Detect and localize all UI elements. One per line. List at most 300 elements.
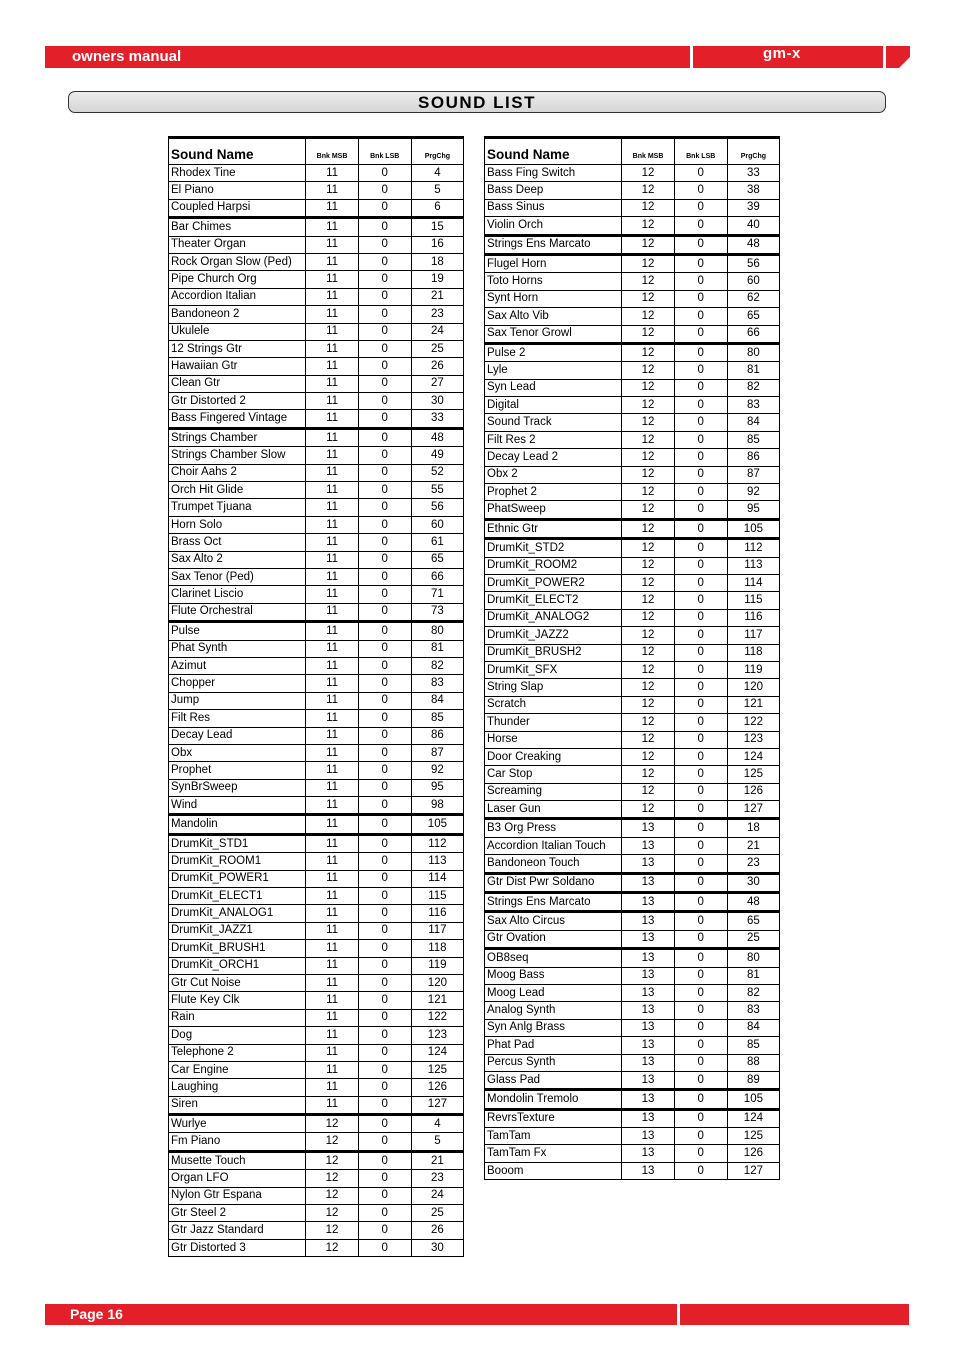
bank-lsb-cell: 0: [358, 199, 411, 217]
table-row: [485, 837, 780, 854]
program-change-cell: 56: [727, 254, 779, 272]
bank-msb-cell: 12: [622, 696, 674, 713]
program-change-cell: 26: [411, 1222, 463, 1239]
bank-msb-cell: 11: [306, 218, 358, 236]
bank-lsb-cell: 0: [674, 1145, 727, 1162]
bank-msb-cell: 12: [622, 273, 674, 290]
sound-name-cell: Phat Synth: [169, 640, 306, 657]
program-change-cell: 112: [727, 539, 779, 557]
bank-msb-cell: 13: [622, 1019, 674, 1036]
sound-name-cell: Nylon Gtr Espana: [169, 1187, 306, 1204]
sound-name-cell: TamTam: [485, 1128, 622, 1145]
bank-msb-cell: 11: [306, 815, 358, 834]
bank-msb-cell: 13: [622, 1037, 674, 1054]
sound-name-cell: Trumpet Tjuana: [169, 499, 306, 516]
bank-msb-cell: 11: [306, 447, 358, 464]
program-change-cell: 52: [411, 464, 463, 481]
table-row: [485, 519, 780, 538]
table-row: [169, 551, 464, 568]
header-corner-tab: [886, 46, 910, 68]
bank-msb-cell: 12: [622, 557, 674, 574]
bank-lsb-cell: 0: [358, 744, 411, 761]
col-header-bank-msb: Bnk MSB: [622, 138, 674, 165]
bank-msb-cell: 11: [306, 1096, 358, 1114]
bank-msb-cell: 13: [622, 949, 674, 967]
program-change-cell: 124: [727, 1109, 779, 1127]
bank-lsb-cell: 0: [674, 1002, 727, 1019]
table-row: [485, 397, 780, 414]
sound-name-cell: Fm Piano: [169, 1133, 306, 1151]
bank-lsb-cell: 0: [674, 362, 727, 379]
sound-name-cell: Obx 2: [485, 466, 622, 483]
table-row: [169, 482, 464, 499]
program-change-cell: 87: [411, 744, 463, 761]
bank-msb-cell: 11: [306, 534, 358, 551]
program-change-cell: 122: [411, 1009, 463, 1026]
table-row: [169, 464, 464, 481]
table-row: [169, 1205, 464, 1222]
manual-title: owners manual: [72, 48, 182, 65]
section-title-bar: [68, 91, 886, 113]
bank-lsb-cell: 0: [674, 519, 727, 538]
bank-lsb-cell: 0: [358, 1115, 411, 1133]
sound-name-cell: Coupled Harpsi: [169, 199, 306, 217]
bank-lsb-cell: 0: [358, 516, 411, 533]
table-row: [169, 779, 464, 796]
sound-name-cell: Rain: [169, 1009, 306, 1026]
program-change-cell: 4: [411, 165, 463, 182]
bank-lsb-cell: 0: [674, 397, 727, 414]
program-change-cell: 115: [411, 888, 463, 905]
program-change-cell: 15: [411, 218, 463, 236]
sound-name-cell: Moog Bass: [485, 967, 622, 984]
bank-lsb-cell: 0: [674, 696, 727, 713]
program-change-cell: 86: [727, 449, 779, 466]
table-row: [485, 484, 780, 501]
bank-lsb-cell: 0: [674, 855, 727, 873]
program-change-cell: 80: [727, 949, 779, 967]
bank-lsb-cell: 0: [674, 414, 727, 431]
sound-name-cell: Bar Chimes: [169, 218, 306, 236]
table-row: [485, 731, 780, 748]
table-row: [485, 1019, 780, 1036]
sound-name-cell: Strings Ens Marcato: [485, 893, 622, 912]
sound-name-cell: Siren: [169, 1096, 306, 1114]
bank-msb-cell: 11: [306, 870, 358, 887]
table-row: [169, 375, 464, 392]
bank-lsb-cell: 0: [674, 1037, 727, 1054]
table-row: [169, 1170, 464, 1187]
table-row: [169, 288, 464, 305]
sound-name-cell: OB8seq: [485, 949, 622, 967]
table-header-row: [485, 138, 780, 165]
table-row: [169, 905, 464, 922]
table-header-row: [169, 138, 464, 165]
table-row: [485, 574, 780, 591]
bank-msb-cell: 11: [306, 551, 358, 568]
table-row: [485, 1109, 780, 1127]
sound-name-cell: Clarinet Liscio: [169, 586, 306, 603]
sound-name-cell: Glass Pad: [485, 1071, 622, 1089]
bank-lsb-cell: 0: [358, 340, 411, 357]
bank-msb-cell: 13: [622, 1145, 674, 1162]
sound-name-cell: Mandolin: [169, 815, 306, 834]
sound-name-cell: Ethnic Gtr: [485, 519, 622, 538]
sound-name-cell: Sax Alto Vib: [485, 308, 622, 325]
sound-name-cell: Decay Lead 2: [485, 449, 622, 466]
bank-lsb-cell: 0: [358, 482, 411, 499]
sound-name-cell: Flute Orchestral: [169, 603, 306, 621]
bank-msb-cell: 12: [306, 1133, 358, 1151]
bank-lsb-cell: 0: [674, 930, 727, 948]
bank-msb-cell: 12: [622, 679, 674, 696]
sound-name-cell: SynBrSweep: [169, 779, 306, 796]
program-change-cell: 123: [727, 731, 779, 748]
sound-name-cell: Syn Lead: [485, 379, 622, 396]
table-row: [169, 1187, 464, 1204]
table-row: [485, 644, 780, 661]
table-row: [169, 236, 464, 253]
page-number: Page 16: [70, 1306, 123, 1322]
sound-name-cell: Organ LFO: [169, 1170, 306, 1187]
program-change-cell: 126: [727, 1145, 779, 1162]
sound-name-cell: Door Creaking: [485, 748, 622, 765]
sound-name-cell: Laser Gun: [485, 801, 622, 819]
bank-msb-cell: 11: [306, 727, 358, 744]
bank-lsb-cell: 0: [674, 379, 727, 396]
bank-msb-cell: 11: [306, 603, 358, 621]
sound-name-cell: DrumKit_POWER1: [169, 870, 306, 887]
bank-msb-cell: 12: [306, 1239, 358, 1256]
table-row: [485, 449, 780, 466]
sound-name-cell: DrumKit_ORCH1: [169, 957, 306, 974]
bank-msb-cell: 12: [622, 379, 674, 396]
table-row: [485, 873, 780, 892]
program-change-cell: 48: [727, 893, 779, 912]
bank-msb-cell: 12: [622, 609, 674, 626]
bank-lsb-cell: 0: [674, 343, 727, 361]
bank-lsb-cell: 0: [358, 727, 411, 744]
bank-msb-cell: 11: [306, 622, 358, 640]
table-row: [169, 870, 464, 887]
sound-name-cell: DrumKit_ROOM2: [485, 557, 622, 574]
bank-msb-cell: 12: [622, 661, 674, 678]
bank-lsb-cell: 0: [358, 428, 411, 446]
bank-msb-cell: 11: [306, 1079, 358, 1096]
bank-lsb-cell: 0: [358, 657, 411, 674]
sound-name-cell: 12 Strings Gtr: [169, 340, 306, 357]
sound-name-cell: Laughing: [169, 1079, 306, 1096]
sound-name-cell: Accordion Italian: [169, 288, 306, 305]
bank-lsb-cell: 0: [358, 586, 411, 603]
bank-lsb-cell: 0: [358, 1205, 411, 1222]
table-row: [485, 783, 780, 800]
program-change-cell: 123: [411, 1027, 463, 1044]
program-change-cell: 16: [411, 236, 463, 253]
sound-name-cell: Pulse: [169, 622, 306, 640]
bank-msb-cell: 11: [306, 393, 358, 410]
table-row: [169, 992, 464, 1009]
program-change-cell: 23: [727, 855, 779, 873]
bank-lsb-cell: 0: [674, 912, 727, 930]
program-change-cell: 25: [411, 1205, 463, 1222]
bank-msb-cell: 13: [622, 984, 674, 1001]
program-change-cell: 81: [727, 362, 779, 379]
table-row: [169, 323, 464, 340]
table-row: [169, 727, 464, 744]
sound-name-cell: Moog Lead: [485, 984, 622, 1001]
table-row: [169, 622, 464, 640]
table-row: [485, 501, 780, 519]
sound-name-cell: DrumKit_JAZZ1: [169, 922, 306, 939]
sound-name-cell: Orch Hit Glide: [169, 482, 306, 499]
bank-msb-cell: 11: [306, 516, 358, 533]
sound-name-cell: Car Stop: [485, 766, 622, 783]
bank-msb-cell: 11: [306, 744, 358, 761]
bank-msb-cell: 11: [306, 974, 358, 991]
program-change-cell: 124: [411, 1044, 463, 1061]
bank-msb-cell: 12: [622, 539, 674, 557]
program-change-cell: 6: [411, 199, 463, 217]
program-change-cell: 65: [727, 308, 779, 325]
sound-name-cell: Bass Sinus: [485, 199, 622, 216]
table-row: [485, 609, 780, 626]
bank-msb-cell: 13: [622, 1090, 674, 1109]
bank-msb-cell: 12: [306, 1170, 358, 1187]
bank-lsb-cell: 0: [358, 957, 411, 974]
sound-name-cell: Strings Ens Marcato: [485, 235, 622, 254]
program-change-cell: 127: [411, 1096, 463, 1114]
program-change-cell: 121: [727, 696, 779, 713]
program-change-cell: 127: [727, 1162, 779, 1179]
col-header-program-change: PrgChg: [411, 138, 463, 165]
bank-msb-cell: 11: [306, 992, 358, 1009]
bank-msb-cell: 12: [622, 165, 674, 182]
bank-lsb-cell: 0: [674, 165, 727, 182]
bank-lsb-cell: 0: [674, 949, 727, 967]
bank-msb-cell: 11: [306, 922, 358, 939]
sound-name-cell: Pulse 2: [485, 343, 622, 361]
table-row: [485, 679, 780, 696]
bank-msb-cell: 12: [622, 466, 674, 483]
table-row: [169, 568, 464, 585]
col-header-bank-lsb: Bnk LSB: [358, 138, 411, 165]
program-change-cell: 26: [411, 358, 463, 375]
bank-msb-cell: 11: [306, 253, 358, 270]
bank-lsb-cell: 0: [358, 165, 411, 182]
bank-msb-cell: 13: [622, 1071, 674, 1089]
program-change-cell: 25: [411, 340, 463, 357]
program-change-cell: 105: [727, 1090, 779, 1109]
bank-msb-cell: 11: [306, 834, 358, 852]
program-change-cell: 113: [727, 557, 779, 574]
bank-msb-cell: 11: [306, 1061, 358, 1078]
sound-name-cell: Bass Fingered Vintage: [169, 410, 306, 428]
table-row: [485, 984, 780, 1001]
program-change-cell: 60: [411, 516, 463, 533]
bank-lsb-cell: 0: [358, 834, 411, 852]
sound-name-cell: Flugel Horn: [485, 254, 622, 272]
table-row: [485, 466, 780, 483]
bank-msb-cell: 12: [622, 308, 674, 325]
program-change-cell: 55: [411, 482, 463, 499]
sound-name-cell: Hawaiian Gtr: [169, 358, 306, 375]
bank-lsb-cell: 0: [358, 1151, 411, 1169]
bank-msb-cell: 11: [306, 428, 358, 446]
bank-msb-cell: 12: [306, 1115, 358, 1133]
table-row: [169, 393, 464, 410]
table-row: [169, 922, 464, 939]
bank-lsb-cell: 0: [674, 254, 727, 272]
sound-name-cell: Choir Aahs 2: [169, 464, 306, 481]
table-row: [169, 1079, 464, 1096]
program-change-cell: 85: [727, 1037, 779, 1054]
bank-msb-cell: 13: [622, 967, 674, 984]
bank-lsb-cell: 0: [674, 308, 727, 325]
sound-name-cell: Wind: [169, 797, 306, 815]
bank-lsb-cell: 0: [358, 815, 411, 834]
program-change-cell: 83: [727, 397, 779, 414]
bank-lsb-cell: 0: [358, 375, 411, 392]
program-change-cell: 95: [411, 779, 463, 796]
sound-name-cell: Gtr Cut Noise: [169, 974, 306, 991]
program-change-cell: 66: [411, 568, 463, 585]
brand-name: gm-x: [763, 45, 801, 62]
bank-lsb-cell: 0: [358, 940, 411, 957]
program-change-cell: 84: [727, 1019, 779, 1036]
bank-lsb-cell: 0: [358, 1222, 411, 1239]
program-change-cell: 125: [411, 1061, 463, 1078]
table-row: [169, 1151, 464, 1169]
program-change-cell: 120: [411, 974, 463, 991]
bank-lsb-cell: 0: [358, 888, 411, 905]
program-change-cell: 121: [411, 992, 463, 1009]
bank-lsb-cell: 0: [358, 710, 411, 727]
program-change-cell: 48: [411, 428, 463, 446]
sound-name-cell: Decay Lead: [169, 727, 306, 744]
program-change-cell: 124: [727, 748, 779, 765]
table-row: [169, 640, 464, 657]
table-row: [169, 1096, 464, 1114]
table-row: [169, 1009, 464, 1026]
sound-name-cell: TamTam Fx: [485, 1145, 622, 1162]
table-row: [485, 661, 780, 678]
program-change-cell: 119: [411, 957, 463, 974]
program-change-cell: 80: [727, 343, 779, 361]
bank-msb-cell: 13: [622, 1054, 674, 1071]
sound-name-cell: Bass Deep: [485, 182, 622, 199]
col-header-sound-name: Sound Name: [169, 138, 306, 165]
bank-lsb-cell: 0: [358, 992, 411, 1009]
program-change-cell: 127: [727, 801, 779, 819]
bank-msb-cell: 11: [306, 182, 358, 199]
program-change-cell: 120: [727, 679, 779, 696]
bank-lsb-cell: 0: [358, 870, 411, 887]
sound-name-cell: Gtr Jazz Standard: [169, 1222, 306, 1239]
bank-lsb-cell: 0: [674, 501, 727, 519]
sound-name-cell: Sax Alto 2: [169, 551, 306, 568]
program-change-cell: 87: [727, 466, 779, 483]
bank-msb-cell: 11: [306, 375, 358, 392]
sound-name-cell: Sax Tenor (Ped): [169, 568, 306, 585]
bank-lsb-cell: 0: [358, 1239, 411, 1256]
table-row: [485, 893, 780, 912]
table-row: [169, 940, 464, 957]
program-change-cell: 19: [411, 271, 463, 288]
bank-lsb-cell: 0: [674, 1162, 727, 1179]
bank-lsb-cell: 0: [674, 819, 727, 837]
program-change-cell: 21: [411, 1151, 463, 1169]
sound-name-cell: DrumKit_STD2: [485, 539, 622, 557]
program-change-cell: 83: [727, 1002, 779, 1019]
sound-name-cell: Accordion Italian Touch: [485, 837, 622, 854]
table-row: [169, 957, 464, 974]
table-row: [169, 744, 464, 761]
bank-msb-cell: 11: [306, 499, 358, 516]
bank-msb-cell: 13: [622, 1002, 674, 1019]
program-change-cell: 92: [727, 484, 779, 501]
sound-name-cell: Brass Oct: [169, 534, 306, 551]
table-row: [169, 762, 464, 779]
bank-lsb-cell: 0: [674, 731, 727, 748]
table-row: [485, 627, 780, 644]
bank-msb-cell: 11: [306, 1044, 358, 1061]
program-change-cell: 118: [411, 940, 463, 957]
bank-lsb-cell: 0: [358, 253, 411, 270]
bank-msb-cell: 13: [622, 912, 674, 930]
bank-msb-cell: 12: [622, 574, 674, 591]
program-change-cell: 117: [411, 922, 463, 939]
bank-msb-cell: 11: [306, 410, 358, 428]
bank-msb-cell: 12: [622, 519, 674, 538]
bank-lsb-cell: 0: [674, 837, 727, 854]
bank-lsb-cell: 0: [674, 801, 727, 819]
table-row: [485, 949, 780, 967]
sound-name-cell: Horse: [485, 731, 622, 748]
program-change-cell: 23: [411, 1170, 463, 1187]
table-row: [485, 801, 780, 819]
bank-lsb-cell: 0: [358, 1187, 411, 1204]
program-change-cell: 23: [411, 306, 463, 323]
program-change-cell: 119: [727, 661, 779, 678]
program-change-cell: 27: [411, 375, 463, 392]
table-row: [485, 748, 780, 765]
bank-lsb-cell: 0: [674, 592, 727, 609]
program-change-cell: 85: [411, 710, 463, 727]
bank-lsb-cell: 0: [358, 323, 411, 340]
program-change-cell: 81: [411, 640, 463, 657]
bank-msb-cell: 12: [622, 783, 674, 800]
bank-lsb-cell: 0: [358, 218, 411, 236]
table-row: [485, 557, 780, 574]
bank-lsb-cell: 0: [674, 539, 727, 557]
bank-lsb-cell: 0: [674, 182, 727, 199]
bank-lsb-cell: 0: [358, 1009, 411, 1026]
sound-name-cell: DrumKit_ELECT2: [485, 592, 622, 609]
bank-msb-cell: 12: [306, 1205, 358, 1222]
table-row: [485, 379, 780, 396]
bank-lsb-cell: 0: [674, 748, 727, 765]
table-row: [169, 675, 464, 692]
sound-name-cell: Sax Tenor Growl: [485, 325, 622, 343]
bank-lsb-cell: 0: [674, 609, 727, 626]
sound-name-cell: Clean Gtr: [169, 375, 306, 392]
program-change-cell: 30: [411, 1239, 463, 1256]
bank-lsb-cell: 0: [674, 199, 727, 216]
bank-lsb-cell: 0: [358, 922, 411, 939]
program-change-cell: 115: [727, 592, 779, 609]
bank-lsb-cell: 0: [674, 449, 727, 466]
